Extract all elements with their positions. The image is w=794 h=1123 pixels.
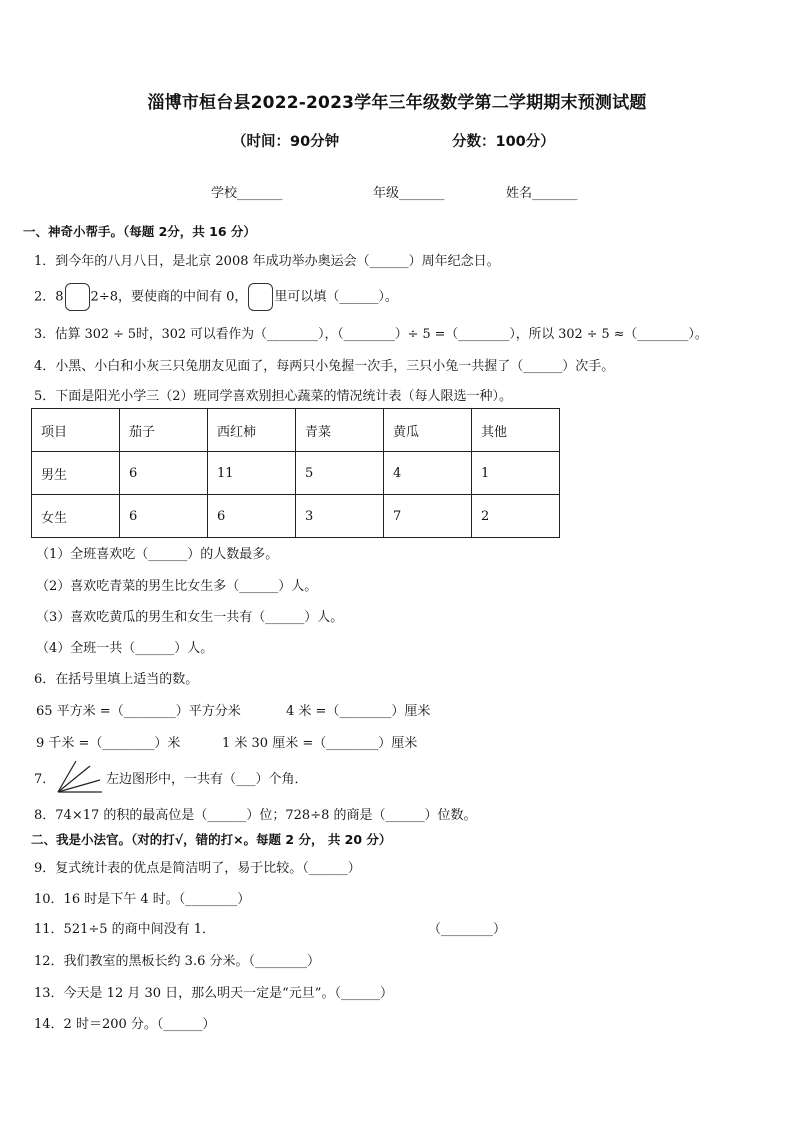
grade-field: 年级_______ — [373, 186, 445, 201]
table-cell: 6 — [120, 452, 208, 495]
exam-score: 分数：100分） — [452, 134, 555, 150]
table-cell: 6 — [120, 495, 208, 538]
angle-figure — [56, 760, 104, 794]
table-cell: 2 — [472, 495, 560, 538]
question-6a-left: 65 平方米 =（________）平方分米 — [36, 704, 241, 719]
question-5-sub-3: （3）喜欢吃黄瓜的男生和女生一共有（______）人。 — [36, 610, 344, 625]
question-5-sub-1: （1）全班喜欢吃（______）的人数最多。 — [36, 547, 279, 562]
name-field: 姓名_______ — [506, 186, 578, 201]
table-header-cell: 项目 — [32, 409, 120, 452]
table-cell: 6 — [208, 495, 296, 538]
table-cell: 4 — [384, 452, 472, 495]
question-6: 6．在括号里填上适当的数。 — [34, 672, 199, 687]
question-12: 12．我们教室的黑板长约 3.6 分米。（________） — [34, 954, 320, 969]
question-7-number: 7． — [34, 772, 56, 787]
digit-box-1 — [65, 283, 90, 311]
table-header-cell: 西红柿 — [208, 409, 296, 452]
question-3: 3．估算 302 ÷ 5时，302 可以看作为（________），（________）÷ 5 =（________），所以 302 ÷ 5 ≈（________）。 — [34, 327, 708, 342]
question-8: 8．74×17 的积的最高位是（______）位；728÷8 的商是（______）位数。 — [34, 808, 477, 823]
table-row — [32, 495, 560, 538]
question-4: 4．小黑、小白和小灰三只兔朋友见面了，每两只小兔握一次手，三只小兔一共握了（______）次手。 — [34, 359, 615, 374]
question-11-blank: （________） — [428, 922, 507, 937]
question-6b-right: 1 米 30 厘米 =（________）厘米 — [222, 736, 418, 751]
question-6b-left: 9 千米 =（________）米 — [36, 736, 181, 751]
question-2 — [34, 283, 398, 311]
table-header-cell: 其他 — [472, 409, 560, 452]
table-cell: 3 — [296, 495, 384, 538]
question-10: 10．16 时是下午 4 时。（________） — [34, 892, 251, 907]
digit-box-2 — [248, 283, 273, 311]
question-2-part2: 2÷8，要使商的中间有 0， — [90, 289, 248, 305]
question-13: 13．今天是 12 月 30 日，那么明天一定是“元旦”。（______） — [34, 986, 393, 1001]
question-2-part3: 里可以填（______）。 — [274, 289, 398, 305]
question-7: 左边图形中，一共有（___）个角． — [106, 772, 308, 787]
page-title: 淄博市桓台县2022-2023学年三年级数学第二学期期末预测试题 — [147, 93, 647, 113]
question-14: 14．2 时＝200 分。（______） — [34, 1017, 216, 1032]
table-header-cell: 青菜 — [296, 409, 384, 452]
question-6a-right: 4 米 =（________）厘米 — [286, 704, 431, 719]
question-5: 5．下面是阳光小学三（2）班同学喜欢别担心蔬菜的情况统计表（每人限选一种）。 — [34, 389, 513, 404]
table-cell: 7 — [384, 495, 472, 538]
section-1-heading: 一、神奇小帮手。（每题 2分，共 16 分） — [23, 224, 256, 239]
table-cell: 女生 — [32, 495, 120, 538]
table-row — [32, 452, 560, 495]
table-header-row — [32, 409, 560, 452]
question-11: 11．521÷5 的商中间没有 1． — [34, 922, 216, 937]
table-header-cell: 黄瓜 — [384, 409, 472, 452]
table-cell: 1 — [472, 452, 560, 495]
school-field: 学校_______ — [211, 186, 283, 201]
exam-time: （时间：90分钟 — [232, 134, 340, 150]
section-2-heading: 二、我是小法官。（对的打√，错的打×。每题 2 分， 共 20 分） — [31, 832, 392, 847]
question-1: 1．到今年的八月八日，是北京 2008 年成功举办奥运会（______）周年纪念日。 — [34, 254, 500, 269]
table-header-cell: 茄子 — [120, 409, 208, 452]
vegetable-stats-table — [31, 408, 560, 538]
table-cell: 11 — [208, 452, 296, 495]
table-cell: 5 — [296, 452, 384, 495]
question-5-sub-2: （2）喜欢吃青菜的男生比女生多（______）人。 — [36, 579, 318, 594]
question-9: 9．复式统计表的优点是简洁明了，易于比较。（______） — [34, 861, 361, 876]
question-2-part1: 2．8 — [34, 289, 64, 305]
table-cell: 男生 — [32, 452, 120, 495]
question-5-sub-4: （4）全班一共（______）人。 — [36, 641, 214, 656]
